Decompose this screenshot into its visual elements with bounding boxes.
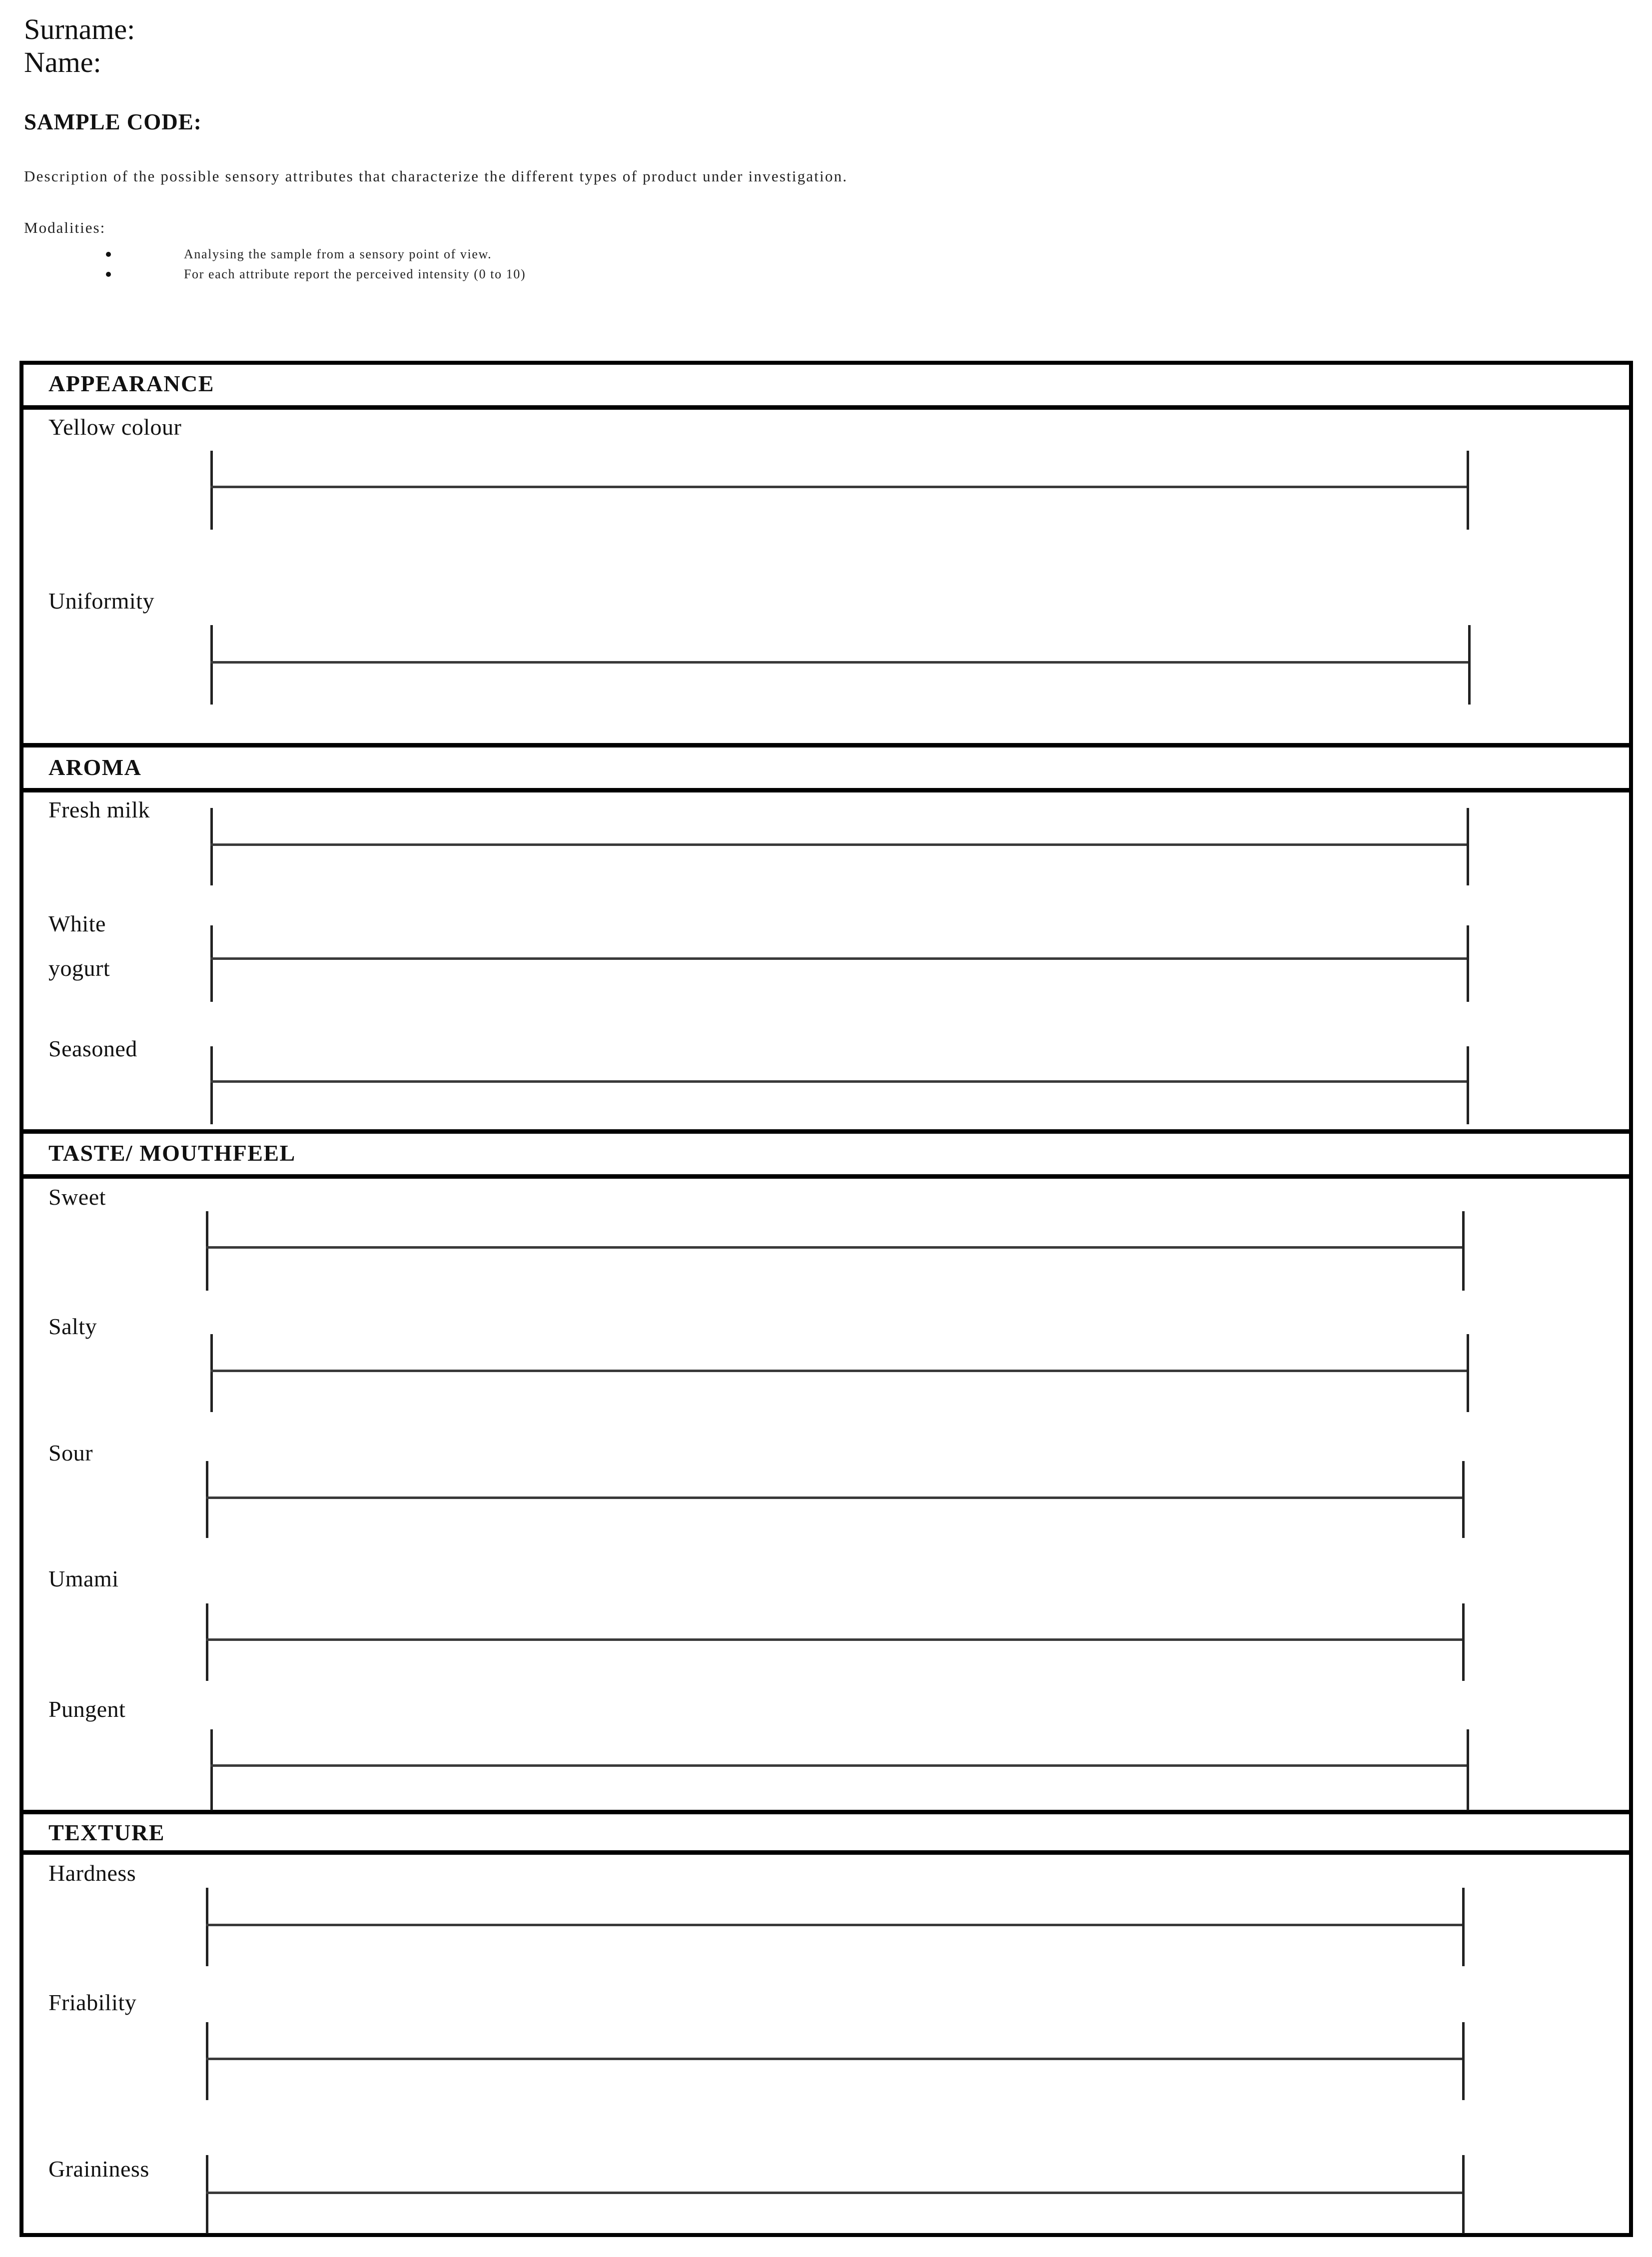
intensity-scale-pungent[interactable] (210, 1729, 1470, 1810)
scale-min-tick (206, 1603, 208, 1681)
scale-line[interactable] (206, 1924, 1465, 1926)
scale-line[interactable] (210, 957, 1469, 960)
scale-line[interactable] (206, 1497, 1465, 1499)
attribute-label: Seasoned (48, 1036, 137, 1061)
scale-line[interactable] (206, 2192, 1465, 2194)
attribute-label: Friability (48, 1990, 137, 2015)
attribute-label: Sour (48, 1440, 93, 1466)
scale-line[interactable] (210, 843, 1469, 846)
intensity-scale-friability[interactable] (206, 2022, 1466, 2100)
scale-max-tick (1462, 1461, 1465, 1538)
scale-line[interactable] (206, 1246, 1465, 1249)
scale-max-tick (1462, 1603, 1465, 1681)
description-text: Description of the possible sensory attributes that characterize the different types of product under investigation. (24, 167, 848, 185)
sample-code-label: SAMPLE CODE: (24, 109, 202, 134)
scale-min-tick (210, 925, 213, 1002)
taste-header-divider (19, 1174, 1633, 1179)
taste-top-divider (19, 1129, 1633, 1134)
scale-min-tick (206, 2155, 208, 2234)
attribute-label: Salty (48, 1314, 97, 1339)
scale-min-tick (206, 1461, 208, 1538)
intensity-scale-sour[interactable] (206, 1461, 1466, 1538)
scale-max-tick (1468, 625, 1471, 705)
scale-min-tick (210, 625, 213, 705)
scale-max-tick (1462, 1211, 1465, 1291)
attribute-label: Sweet (48, 1184, 106, 1210)
scale-min-tick (210, 1334, 213, 1412)
intensity-scale-yellow-colour[interactable] (210, 451, 1470, 530)
scale-max-tick (1462, 1888, 1465, 1966)
intensity-scale-sweet[interactable] (206, 1211, 1466, 1291)
scale-min-tick (206, 1211, 208, 1291)
scale-max-tick (1467, 1334, 1469, 1412)
texture-header-divider (19, 1850, 1633, 1855)
intensity-scale-white-yogurt[interactable] (210, 925, 1470, 1002)
scale-line[interactable] (210, 661, 1471, 664)
scale-min-tick (210, 1046, 213, 1124)
surname-label: Surname: (24, 13, 135, 45)
scale-max-tick (1467, 1729, 1469, 1810)
section-title: TASTE/ MOUTHFEEL (48, 1140, 296, 1166)
intensity-scale-uniformity[interactable] (210, 625, 1472, 705)
scale-line[interactable] (206, 1638, 1465, 1641)
intensity-scale-seasoned[interactable] (210, 1046, 1470, 1124)
intensity-scale-graininess[interactable] (206, 2155, 1466, 2234)
scale-max-tick (1462, 2155, 1465, 2234)
scale-max-tick (1467, 808, 1469, 885)
attribute-label-line2: yogurt (48, 955, 110, 981)
scale-min-tick (210, 1729, 213, 1810)
scale-line[interactable] (210, 1080, 1469, 1083)
scale-line[interactable] (206, 2058, 1465, 2060)
scale-min-tick (206, 1888, 208, 1966)
attribute-label: Fresh milk (48, 797, 150, 822)
scale-line[interactable] (210, 486, 1469, 488)
bullet-icon (106, 272, 111, 277)
intensity-scale-fresh-milk[interactable] (210, 808, 1470, 885)
attribute-label: Umami (48, 1566, 119, 1591)
scale-max-tick (1467, 1046, 1469, 1124)
section-title: TEXTURE (48, 1820, 165, 1845)
scale-min-tick (206, 2022, 208, 2100)
scale-line[interactable] (210, 1764, 1469, 1767)
attribute-label: Hardness (48, 1860, 136, 1886)
bullet-icon (106, 252, 111, 257)
attribute-label: Uniformity (48, 588, 154, 614)
section-title: AROMA (48, 754, 142, 780)
name-label: Name: (24, 46, 101, 78)
intensity-scale-hardness[interactable] (206, 1888, 1466, 1966)
modality-item: Analysing the sample from a sensory point of view. (184, 247, 492, 261)
modality-item: For each attribute report the perceived intensity (0 to 10) (184, 267, 526, 281)
scale-max-tick (1467, 925, 1469, 1002)
scale-min-tick (210, 808, 213, 885)
intensity-scale-umami[interactable] (206, 1603, 1466, 1681)
attribute-label: Pungent (48, 1696, 126, 1722)
aroma-header-divider (19, 788, 1633, 792)
attribute-label: Graininess (48, 2156, 149, 2182)
section-title: APPEARANCE (48, 371, 214, 396)
attribute-label: Yellow colour (48, 414, 182, 440)
aroma-top-divider (19, 743, 1633, 748)
intensity-scale-salty[interactable] (210, 1334, 1470, 1412)
scale-min-tick (210, 451, 213, 530)
appearance-header-divider (19, 405, 1633, 410)
attribute-label-line1: White (48, 911, 106, 936)
scale-line[interactable] (210, 1370, 1469, 1372)
scale-max-tick (1462, 2022, 1465, 2100)
texture-top-divider (19, 1810, 1633, 1814)
scale-max-tick (1467, 451, 1469, 530)
modalities-label: Modalities: (24, 219, 106, 236)
